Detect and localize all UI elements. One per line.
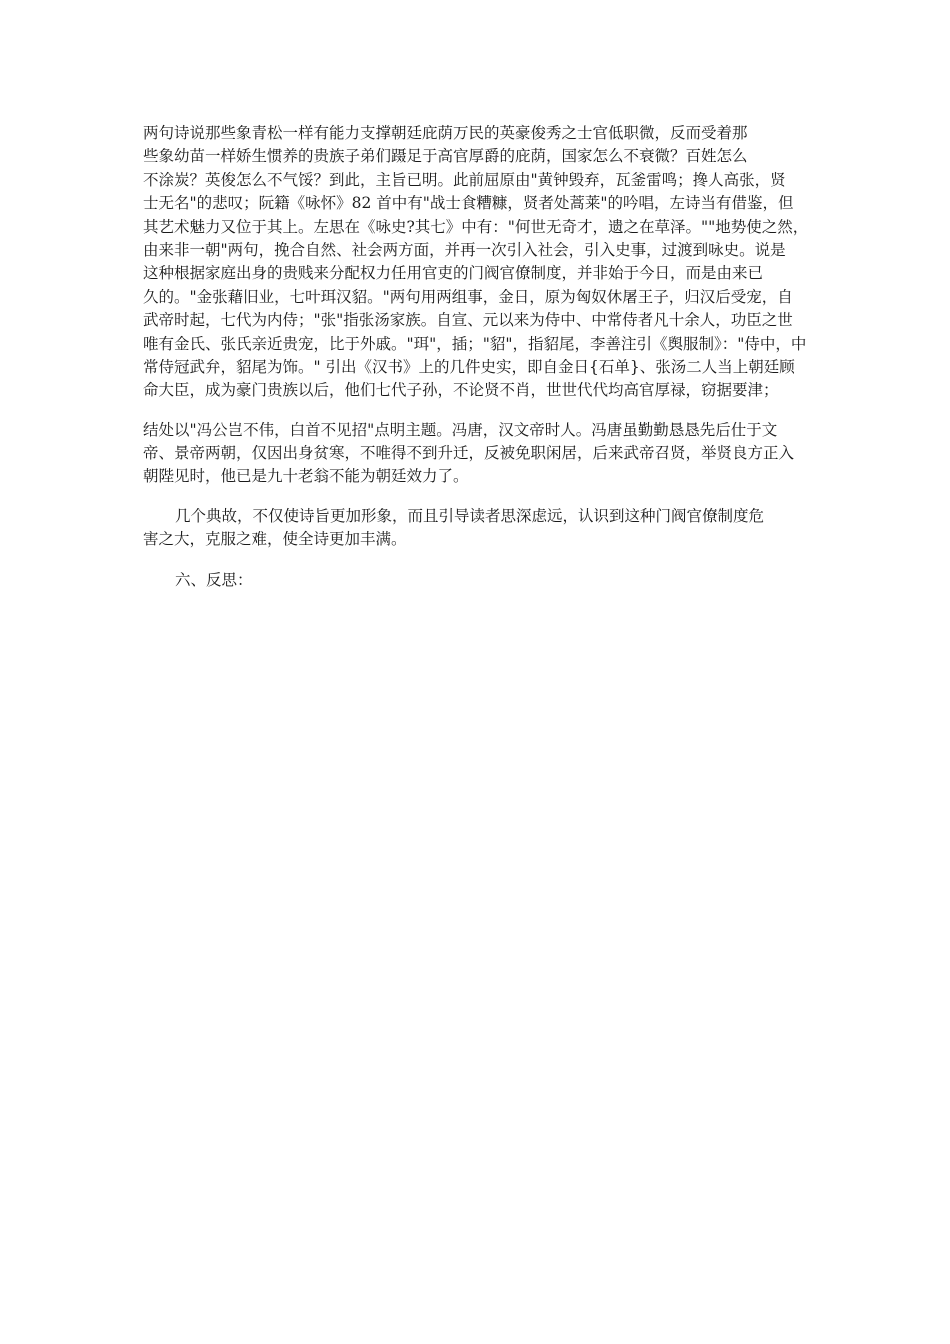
text-line: 朝陛见时，他已是九十老翁不能为朝廷效力了。 [143,467,469,486]
text-line: 结处以"冯公岂不伟，白首不见招"点明主题。冯唐，汉文帝时人。冯唐虽勤勤恳恳先后仕于文 [143,420,778,439]
text-line: 两句诗说那些象青松一样有能力支撑朝廷庇荫万民的英豪俊秀之士官低职微，反而受着那 [143,124,748,142]
paragraph-conclusion [143,419,813,489]
text-line: 害之大，克服之难，使全诗更加丰满。 [143,530,407,549]
text-line: 帝、景帝两朝，仅因出身贫寒，不唯得不到升迁，反被免职闲居，后来武帝召贤，举贤良方正入 [143,444,795,463]
text-line: 由来非一朝"两句，挽合自然、社会两方面，并再一次引入社会，引入史事，过渡到咏史。说是 [143,240,786,259]
text-line: 久的。"金张藉旧业，七叶珥汉貂。"两句用两组事，金日，原为匈奴休屠王子，归汉后受宠，自 [143,287,793,306]
document-body [143,122,813,592]
text-line: 几个典故，不仅使诗旨更加形象，而且引导读者思深虑远，认识到这种门阀官僚制度危 [175,506,765,525]
text-line: 些象幼苗一样娇生惯养的贵族子弟们蹑足于高官厚爵的庇荫，国家怎么不衰微？百姓怎么 [143,147,748,166]
paragraph-analysis [143,122,813,403]
paragraph-allusions [143,505,813,552]
section-heading-reflection [143,569,813,592]
text-line: 士无名"的悲叹；阮籍《咏怀》82 首中有"战士食糟糠，贤者处蒿莱"的吟唱，左诗当有借鉴，但 [143,194,794,213]
text-line: 不涂炭？英俊怎么不气馁？到此，主旨已明。此前屈原由"黄钟毁弃，瓦釜雷鸣；搀人高张，贤 [143,170,786,189]
text-line: 其艺术魅力又位于其上。左思在《咏史?其七》中有："何世无奇才，遗之在草泽。""地势使之然， [143,217,809,236]
text-line: 命大臣，成为豪门贵族以后，他们七代子孙，不论贤不肖，世世代代均高官厚禄，窃据要津； [143,381,779,400]
paragraph-spacer [143,489,813,505]
text-line: 常侍冠武弁，貂尾为饰。" 引出《汉书》上的几件史实，即自金日{石单}、张汤二人当上朝廷顾 [143,357,795,376]
text-line: 这种根据家庭出身的贵贱来分配权力任用官吏的门阀官僚制度，并非始于今日，而是由来已 [143,264,764,283]
paragraph-spacer [143,403,813,419]
section-heading: 六、反思： [175,570,253,589]
text-line: 武帝时起，七代为内侍；"张"指张汤家族。自宣、元以来为侍中、中常侍者凡十余人，功臣之世 [143,311,793,330]
text-line: 唯有金氏、张氏亲近贵宠，比于外戚。"珥"，插；"貂"，指貂尾，李善注引《舆服制》："侍中，中 [143,334,807,353]
paragraph-spacer [143,552,813,569]
